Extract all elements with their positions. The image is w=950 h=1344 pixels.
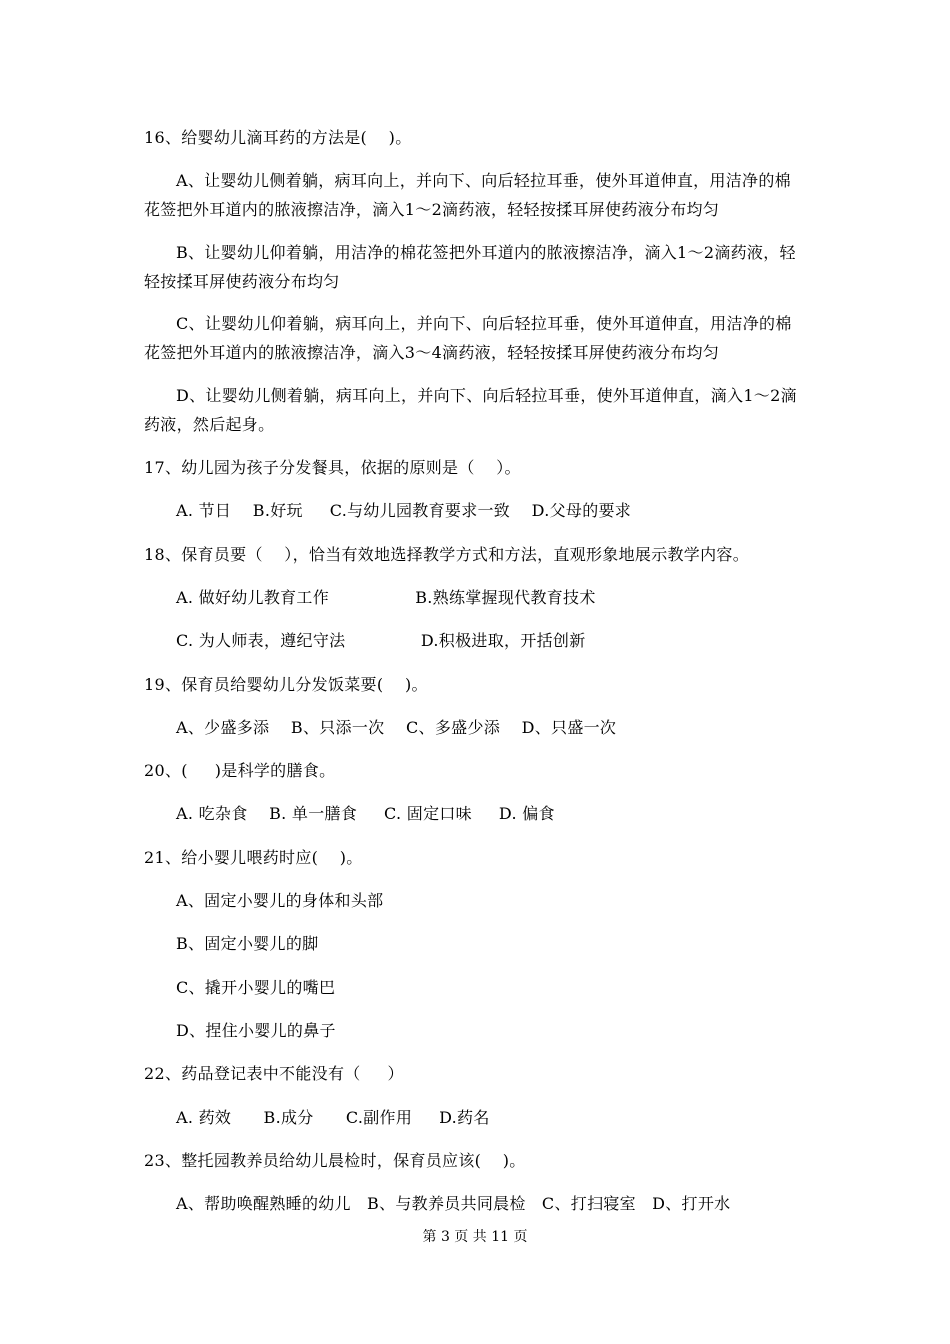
question-18-stem: 18、保育员要（ ），恰当有效地选择教学方式和方法，直观形象地展示教学内容。 — [144, 545, 750, 564]
question-16-option-a-line1: A、让婴幼儿侧着躺，病耳向上，并向下、向后轻拉耳垂，使外耳道伸直，用洁净的棉 — [176, 171, 791, 190]
question-16-option-d-line2: 药液，然后起身。 — [144, 415, 275, 434]
question-23-options: A、帮助唤醒熟睡的幼儿 B、与教养员共同晨检 C、打扫寝室 D、打开水 — [176, 1194, 731, 1213]
question-21-stem: 21、给小婴儿喂药时应( )。 — [144, 848, 363, 867]
question-21-option-c: C、撬开小婴儿的嘴巴 — [176, 978, 336, 997]
question-17-stem: 17、幼儿园为孩子分发餐具，依据的原则是（ ）。 — [144, 458, 521, 477]
question-16-option-c-line1: C、让婴幼儿仰着躺，病耳向上，并向下、向后轻拉耳垂，使外耳道伸直，用洁净的棉 — [176, 314, 792, 333]
question-22-stem: 22、药品登记表中不能没有（ ） — [144, 1064, 404, 1083]
question-16-option-a-line2: 花签把外耳道内的脓液擦洁净，滴入1～2滴药液，轻轻按揉耳屏使药液分布均匀 — [144, 200, 720, 219]
question-16-option-d-line1: D、让婴幼儿侧着躺，病耳向上，并向下、向后轻拉耳垂，使外耳道伸直，滴入1～2滴 — [176, 386, 797, 405]
question-19-options: A、少盛多添 B、只添一次 C、多盛少添 D、只盛一次 — [176, 718, 617, 737]
question-16-option-c-line2: 花签把外耳道内的脓液擦洁净，滴入3～4滴药液，轻轻按揉耳屏使药液分布均匀 — [144, 343, 720, 362]
question-16-option-b-line2: 轻按揉耳屏使药液分布均匀 — [144, 272, 340, 291]
question-16-stem: 16、给婴幼儿滴耳药的方法是( )。 — [144, 128, 412, 147]
question-21-option-b: B、固定小婴儿的脚 — [176, 934, 319, 953]
question-18-options-row1: A. 做好幼儿教育工作 B.熟练掌握现代教育技术 — [176, 588, 596, 607]
page-footer: 第 3 页 共 11 页 — [422, 1229, 528, 1245]
question-20-stem: 20、( )是科学的膳食。 — [144, 761, 336, 780]
question-21-option-a: A、固定小婴儿的身体和头部 — [176, 891, 384, 910]
question-16-option-b-line1: B、让婴幼儿仰着躺，用洁净的棉花签把外耳道内的脓液擦洁净，滴入1～2滴药液，轻 — [176, 243, 796, 262]
question-18-options-row2: C. 为人师表，遵纪守法 D.积极进取，开括创新 — [176, 631, 586, 650]
question-20-options: A. 吃杂食 B. 单一膳食 C. 固定口味 D. 偏食 — [176, 804, 555, 823]
question-17-options: A. 节日 B.好玩 C.与幼儿园教育要求一致 D.父母的要求 — [176, 501, 632, 520]
question-21-option-d: D、捏住小婴儿的鼻子 — [176, 1021, 336, 1040]
question-19-stem: 19、保育员给婴幼儿分发饭菜要( )。 — [144, 675, 428, 694]
question-23-stem: 23、整托园教养员给幼儿晨检时，保育员应该( )。 — [144, 1151, 526, 1170]
question-22-options: A. 药效 B.成分 C.副作用 D.药名 — [176, 1108, 490, 1127]
